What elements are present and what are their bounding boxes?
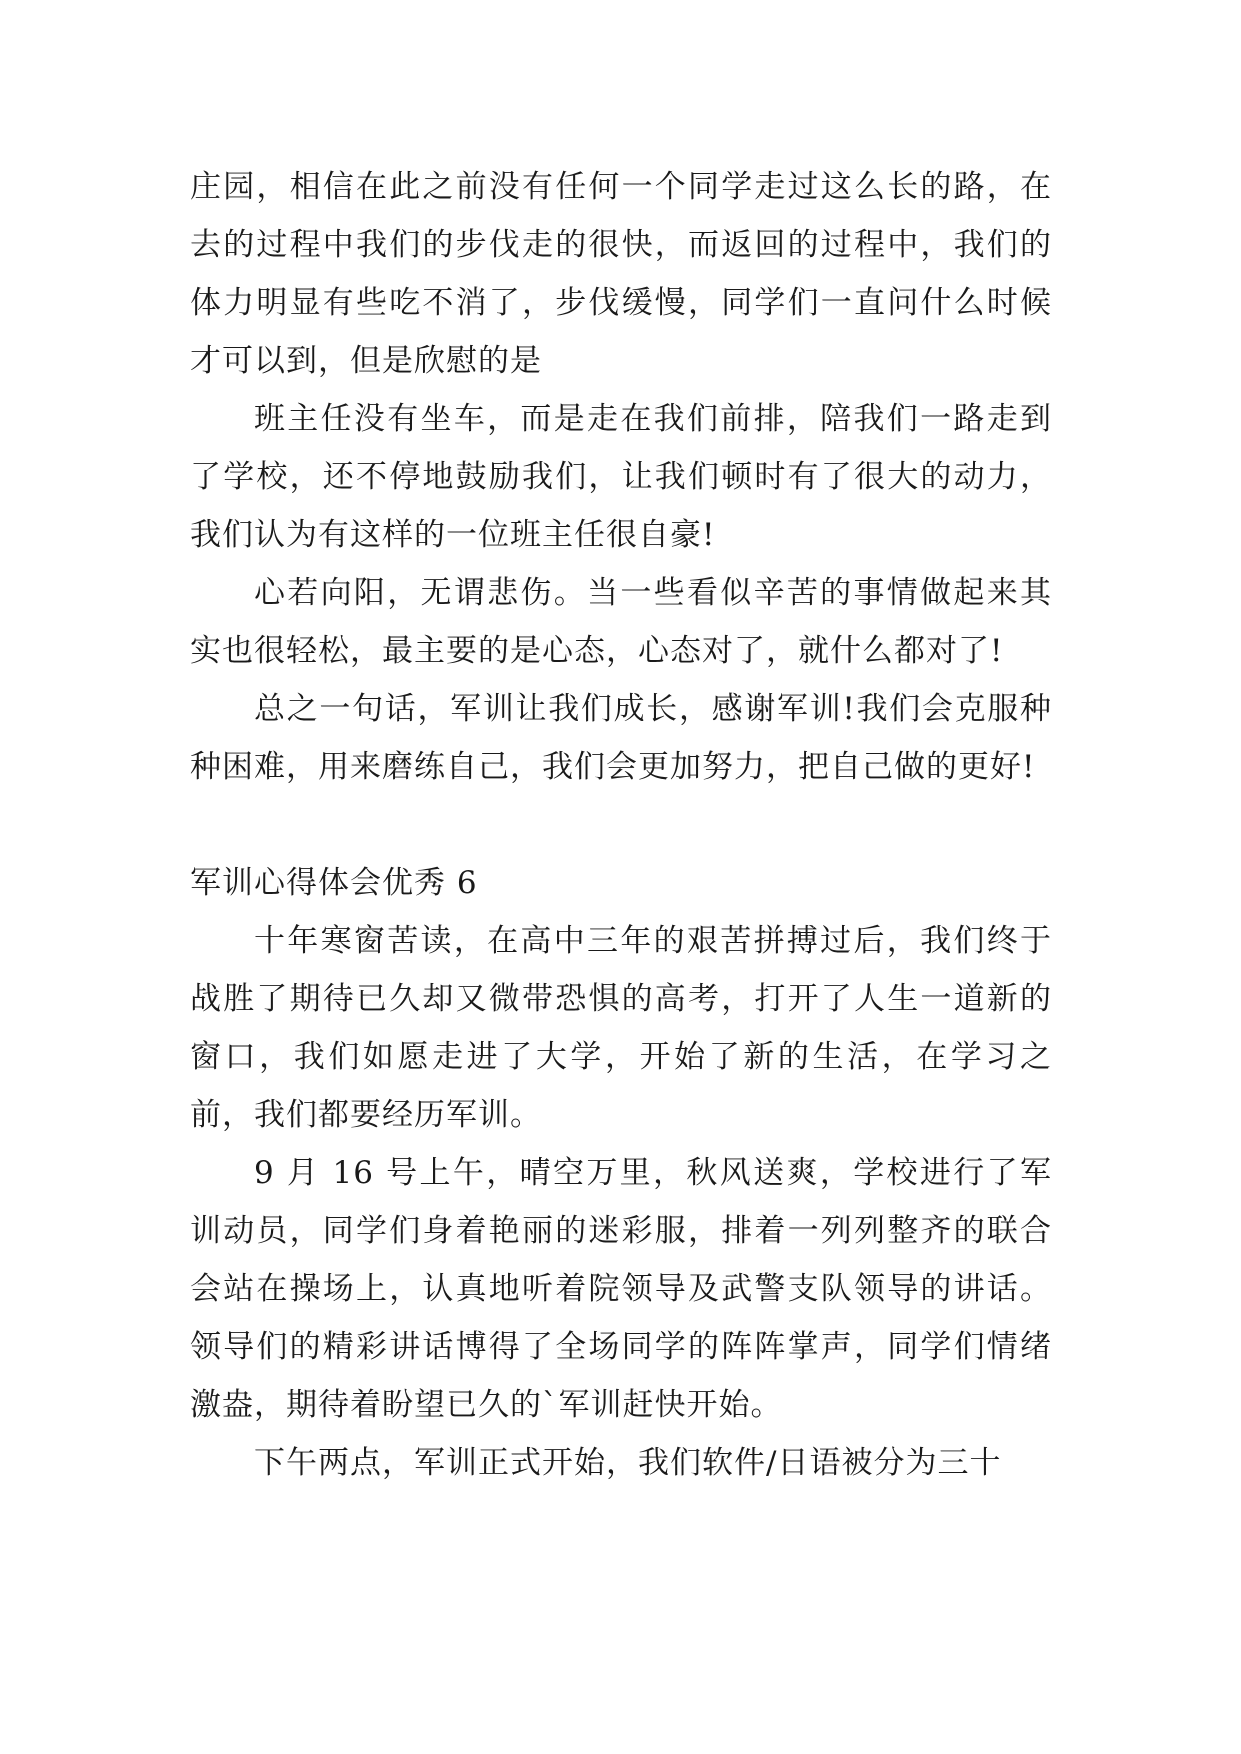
document-body — [190, 158, 1052, 1492]
paragraph-3: 心若向阳，无谓悲伤。当一些看似辛苦的事情做起来其实也很轻松，最主要的是心态，心态对了，就什么都对了! — [190, 575, 1052, 669]
paragraph-2: 班主任没有坐车，而是走在我们前排，陪我们一路走到了学校，还不停地鼓励我们，让我们顿时有了很大的动力，我们认为有这样的一位班主任很自豪! — [190, 401, 1052, 553]
paragraph-1: 庄园，相信在此之前没有任何一个同学走过这么长的路，在去的过程中我们的步伐走的很快，而返回的过程中，我们的体力明显有些吃不消了，步伐缓慢，同学们一直问什么时候才可以到，但是欣慰的是 — [190, 169, 1052, 379]
paragraph-6: 9 月 16 号上午，晴空万里，秋风送爽，学校进行了军训动员，同学们身着艳丽的迷彩服，排着一列列整齐的联合会站在操场上，认真地听着院领导及武警支队领导的讲话。领导们的精彩讲话博得了全场同学的阵阵掌声，同学们情绪激盎，期待着盼望已久的`军训赶快开始。 — [190, 1155, 1052, 1423]
paragraph-5: 十年寒窗苦读，在高中三年的艰苦拼搏过后，我们终于战胜了期待已久却又微带恐惧的高考，打开了人生一道新的窗口，我们如愿走进了大学，开始了新的生活，在学习之前，我们都要经历军训。 — [190, 923, 1052, 1133]
paragraph-7: 下午两点，军训正式开始，我们软件/日语被分为三十 — [254, 1445, 1002, 1481]
paragraph-4: 总之一句话，军训让我们成长，感谢军训!我们会克服种种困难，用来磨练自己，我们会更加努力，把自己做的更好! — [190, 691, 1052, 785]
section-title: 军训心得体会优秀 6 — [190, 865, 478, 901]
